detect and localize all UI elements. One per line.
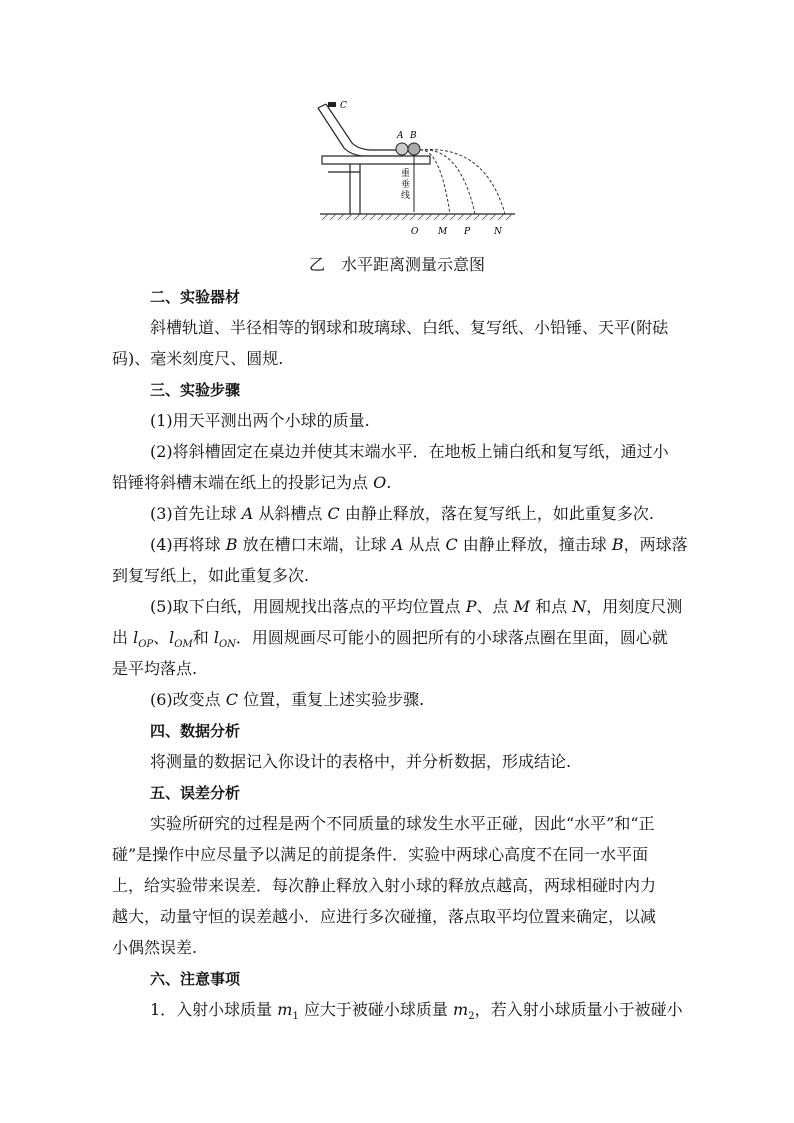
sub-om: OM	[174, 639, 193, 651]
label-a: A	[397, 131, 404, 141]
var-b: B	[225, 535, 238, 554]
text-run: (4)再将球	[150, 535, 226, 554]
text-run: .	[386, 473, 392, 492]
label-b: B	[410, 131, 417, 141]
var-c: C	[445, 535, 458, 554]
error-line-3: 上，给实验带来误差．每次静止释放入射小球的释放点越高，两球相碰时内力	[112, 876, 657, 895]
sub-1: 1	[292, 1011, 299, 1023]
label-n: N	[494, 227, 502, 237]
var-n: N	[572, 597, 587, 616]
var-m: m	[453, 1000, 469, 1019]
step-1: (1)用天平测出两个小球的质量.	[150, 411, 370, 430]
label-o: O	[411, 227, 419, 237]
step-2-line-2	[112, 471, 682, 495]
plumb-char-1: 重	[401, 169, 411, 179]
label-p: P	[464, 227, 471, 237]
step-3	[112, 502, 720, 526]
heading-data-analysis: 四、数据分析	[150, 722, 241, 740]
error-line-1: 实验所研究的过程是两个不同质量的球发生水平正碰，因此“水平”和“正	[150, 814, 655, 833]
text-run: 和	[192, 628, 214, 647]
var-p: P	[465, 597, 477, 616]
text-run: 放在槽口末端，让球	[237, 535, 392, 554]
text-run: 出	[112, 628, 134, 647]
ball-a	[396, 143, 408, 155]
text-run: 从斜槽点	[253, 504, 328, 523]
var-a: A	[391, 535, 404, 554]
step-4-line-2: 到复写纸上，如此重复多次.	[112, 566, 310, 585]
text-run: ．用圆规画尽可能小的圆把所有的小球落点圈在里面，圆心就	[235, 628, 668, 647]
var-c: C	[327, 504, 340, 523]
equipment-line-1: 斜槽轨道、半径相等的钢球和玻璃球、白纸、复写纸、小铅锤、天平(附砝	[150, 318, 669, 337]
var-a: A	[241, 504, 254, 523]
var-l: l	[213, 628, 219, 647]
var-m: m	[277, 1000, 293, 1019]
var-c: C	[225, 690, 239, 709]
step-5-line-1	[112, 595, 720, 619]
apparatus-figure	[300, 96, 530, 246]
var-l: l	[169, 628, 175, 647]
step-5-line-3: 是平均落点.	[112, 659, 198, 678]
text-run: ，两球落	[623, 535, 688, 554]
text-run: 位置，重复上述实验步骤.	[238, 690, 425, 709]
text-run: (3)首先让球	[150, 504, 242, 523]
figure-caption: 乙 水平距离测量示意图	[308, 255, 485, 274]
sub-2: 2	[468, 1011, 475, 1023]
label-m: M	[438, 227, 448, 237]
step-6	[112, 688, 720, 712]
text-run: 、点	[476, 597, 514, 616]
text-run: 从点	[403, 535, 446, 554]
text-run: 由静止释放，撞击球	[457, 535, 612, 554]
step-2-line-1: (2)将斜槽固定在桌边并使其末端水平．在地板上铺白纸和复写纸，通过小	[150, 442, 669, 461]
text-run: 1．入射小球质量	[150, 1000, 278, 1019]
apparatus-diagram	[300, 96, 530, 246]
error-line-4: 越大，动量守恒的误差越小．应进行多次碰撞，落点取平均位置来确定，以减	[112, 907, 657, 926]
step-4-line-1	[112, 533, 720, 557]
text-run: 、	[153, 628, 170, 647]
var-b: B	[611, 535, 624, 554]
heading-equipment: 二、实验器材	[150, 288, 241, 306]
text-run: 铅锤将斜槽末端在纸上的投影记为点	[112, 473, 374, 492]
step-5-line-2	[112, 626, 682, 657]
text-run: (5)取下白纸，用圆规找出落点的平均位置点	[150, 597, 466, 616]
error-line-5: 小偶然误差.	[112, 938, 198, 957]
sub-op: OP	[138, 639, 154, 651]
heading-error-analysis: 五、误差分析	[150, 784, 241, 802]
error-line-2: 碰”是操作中应尽量予以满足的前提条件．实验中两球心高度不在同一水平面	[112, 845, 649, 864]
text-run: ，用刻度尺测	[586, 597, 683, 616]
var-m: M	[513, 597, 531, 616]
sub-on: ON	[218, 639, 236, 651]
var-l: l	[133, 628, 139, 647]
label-c: C	[340, 101, 347, 111]
note-1-line-1	[112, 998, 720, 1029]
text-run: 由静止释放，落在复写纸上，如此重复多次.	[339, 504, 654, 523]
heading-notes: 六、注意事项	[150, 970, 241, 988]
equipment-line-2: 码)、毫米刻度尺、圆规.	[112, 349, 284, 368]
plumb-char-3: 线	[401, 191, 411, 201]
var-o: O	[373, 473, 387, 492]
ball-b	[408, 143, 420, 155]
text-run: 和点	[530, 597, 573, 616]
text-run: (6)改变点	[150, 690, 226, 709]
ground-hatch	[322, 214, 512, 220]
point-c-marker	[328, 102, 336, 107]
plumb-char-2: 垂	[401, 180, 411, 190]
text-run: ，若入射小球质量小于被碰小	[474, 1000, 683, 1019]
svg-text:重 垂 线	[401, 167, 413, 201]
data-analysis-text: 将测量的数据记入你设计的表格中，并分析数据，形成结论.	[150, 752, 572, 771]
heading-steps: 三、实验步骤	[150, 381, 241, 399]
text-run: 应大于被碰小球质量	[298, 1000, 454, 1019]
